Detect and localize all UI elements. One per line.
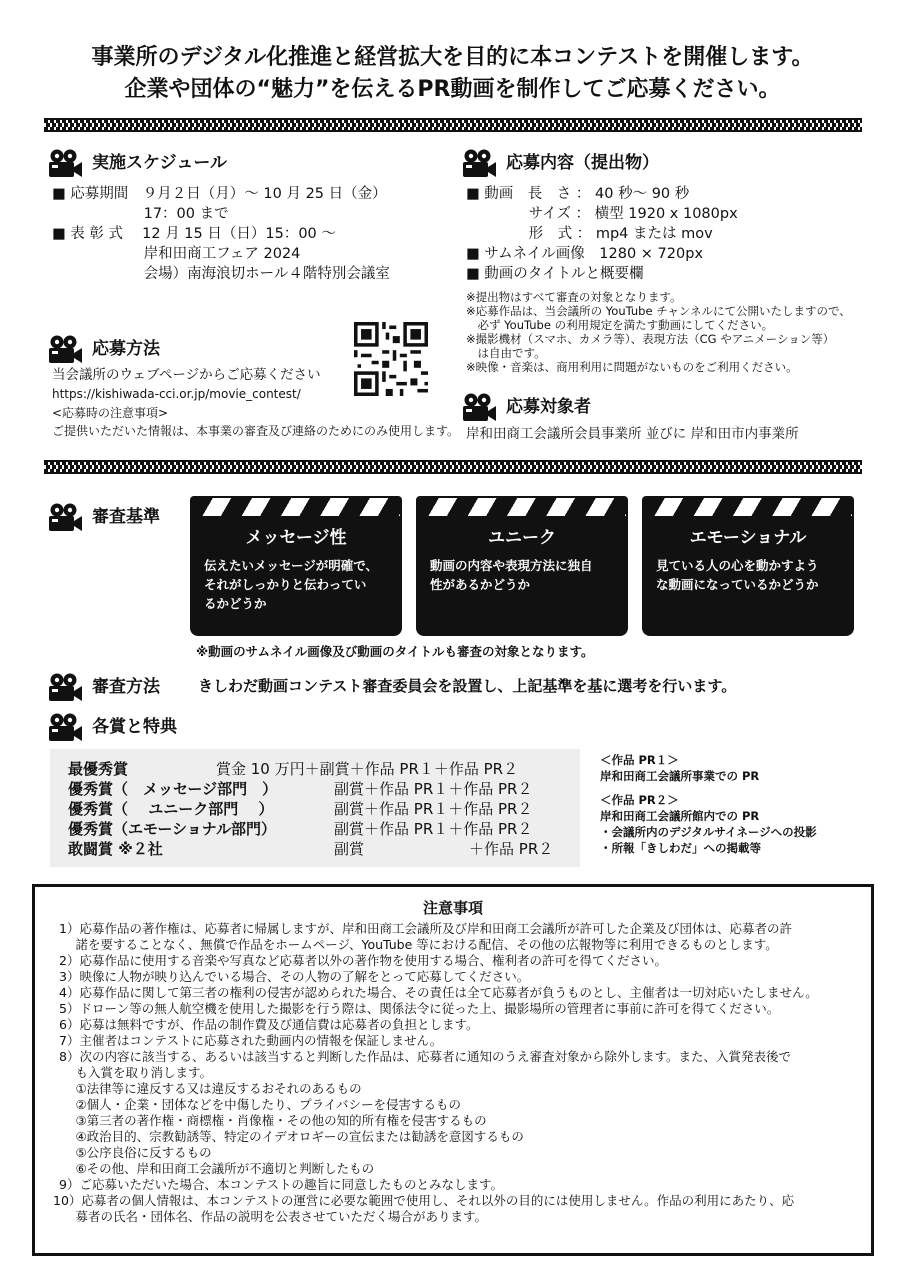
submission-line: ■ 動画 長 さ ： 40 秒～ 90 秒 <box>466 186 690 202</box>
criteria-card-emotional <box>642 496 854 636</box>
clapper-top <box>190 496 402 518</box>
award-side-line: ＜作品 PR２＞ <box>600 793 679 807</box>
criteria-card-title: ユニーク <box>488 528 556 548</box>
clapper-top <box>416 496 628 518</box>
award-side-line: ＜作品 PR１＞ <box>600 753 679 767</box>
submission-section-title <box>462 148 659 178</box>
submission-line: ■ サムネイル画像 1280 × 720px <box>466 246 704 262</box>
award-side-line: ・会議所内のデジタルサイネージへの投影 <box>600 825 817 839</box>
criteria-card-line: 性があるかどうか <box>430 577 531 592</box>
award-prize: 賞金 10 万円＋副賞＋作品 PR１＋作品 PR２ <box>216 760 519 778</box>
middle-divider <box>44 460 862 474</box>
submission-note: は自由です。 <box>466 346 546 360</box>
notice-line: 5）ドローン等の無人航空機を使用した撮影を行う際は、関係法令に従った上、撮影場所の管理者に事前に許可を得てください。 <box>59 1001 780 1016</box>
notice-line: ①法律等に違反する又は違反するおそれのあるもの <box>59 1081 362 1096</box>
headline-line-2: 企業や団体の“魅力”を伝えるPR動画を制作してご応募ください。 <box>124 77 781 102</box>
judging-text: きしわだ動画コンテスト審査委員会を設置し、上記基準を基に選考を行います。 <box>198 677 737 695</box>
submission-line: サイズ ： 横型 1920 x 1080px <box>466 206 738 222</box>
awards-section-title <box>48 712 177 742</box>
award-side-line: 岸和田商工会議所事業での PR <box>600 769 760 783</box>
top-divider <box>44 118 862 132</box>
notice-line: ⑤公序良俗に反するもの <box>59 1145 212 1160</box>
schedule-title: 実施スケジュール <box>92 153 227 173</box>
target-title: 応募対象者 <box>506 397 591 417</box>
target-text: 岸和田商工会議所会員事業所 並びに 岸和田市内事業所 <box>466 426 799 442</box>
schedule-line: ■ 表 彰 式 12 月 15 日（日）15：00 ～ <box>52 226 336 242</box>
criteria-title: 審査基準 <box>92 507 160 527</box>
schedule-lines <box>52 184 390 284</box>
award-prize: 副賞＋作品 PR１＋作品 PR２ <box>334 800 533 818</box>
submission-line: 形 式 ： mp4 または mov <box>466 226 713 242</box>
notice-box <box>32 884 874 1256</box>
award-side-line: 岸和田商工会議所館内での PR <box>600 809 760 823</box>
notice-line: 4）応募作品に関して第三者の権利の侵害が認められた場合、その責任は全て応募者が負うものとし、主催者は一切対応いたしません。 <box>59 985 818 1000</box>
submission-note: ※応募作品は、当会議所の YouTube チャンネルにて公開いたしますので、 <box>466 304 851 318</box>
submission-title: 応募内容（提出物） <box>506 153 659 173</box>
schedule-line: 17：00 まで <box>52 206 229 222</box>
criteria-card-line: 見ている人の心を動かすよう <box>656 558 819 573</box>
movie-camera-icon <box>48 502 82 532</box>
notice-line: ③第三者の著作権・商標権・肖像権・その他の知的所有権を侵害するもの <box>59 1113 487 1128</box>
method-line: <応募時の注意事項> <box>52 406 169 420</box>
criteria-section-title <box>48 502 160 532</box>
notice-line: 10）応募者の個人情報は、本コンテストの運営に必要な範囲で使用し、それ以外の目的には使用しません。作品の利用にあたり、応 <box>53 1193 795 1208</box>
award-name: 最優秀賞 <box>68 760 129 778</box>
criteria-card-unique <box>416 496 628 636</box>
awards-title: 各賞と特典 <box>92 717 177 737</box>
method-section-title <box>48 334 160 364</box>
award-prize: 副賞＋作品 PR１＋作品 PR２ <box>334 820 533 838</box>
clapper-top <box>642 496 854 518</box>
award-prize: 副賞 ＋作品 PR２ <box>334 840 554 858</box>
submission-note: ※撮影機材（スマホ、カメラ等）、表現方法（CG やアニメーション等） <box>466 332 835 346</box>
schedule-line: ■ 応募期間 ９月２日（月）～ 10 月 25 日（金） <box>52 186 387 202</box>
awards-side-notes <box>600 752 817 856</box>
submission-note: ※映像・音楽は、商用利用に問題がないものをご利用ください。 <box>466 360 798 374</box>
headline-line-1: 事業所のデジタル化推進と経営拡大を目的に本コンテストを開催します。 <box>91 45 814 70</box>
notice-line: 9）ご応募いただいた場合、本コンテストの趣旨に同意したものとみなします。 <box>59 1177 503 1192</box>
notice-line: ②個人・企業・団体などを中傷したり、プライバシーを侵害するもの <box>59 1097 462 1112</box>
target-section-title <box>462 392 591 422</box>
method-title: 応募方法 <box>92 339 160 359</box>
movie-camera-icon <box>462 392 496 422</box>
criteria-card-line: 伝えたいメッセージが明確で、 <box>204 558 379 573</box>
method-line: ご提供いただいた情報は、本事業の審査及び連絡のためにのみ使用します。 <box>52 424 460 438</box>
criteria-note: ※動画のサムネイル画像及び動画のタイトルも審査の対象となります。 <box>196 644 594 659</box>
notice-line: 2）応募作品に使用する音楽や写真など応募者以外の著作物を使用する場合、権利者の許可を得てください。 <box>59 953 667 968</box>
award-prize: 副賞＋作品 PR１＋作品 PR２ <box>334 780 533 798</box>
movie-camera-icon <box>48 712 82 742</box>
schedule-line: 会場）南海浪切ホール４階特別会議室 <box>52 266 390 282</box>
award-name: 優秀賞（エモーショナル部門） <box>68 820 277 838</box>
movie-camera-icon <box>48 672 82 702</box>
notice-line: 1）応募作品の著作権は、応募者に帰属しますが、岸和田商工会議所及び岸和田商工会議所が許可した企業及び団体は、応募者の許 <box>59 921 792 936</box>
award-name: 優秀賞（ メッセージ部門 ） <box>68 780 278 798</box>
criteria-card-line: な動画になっているかどうか <box>656 577 819 592</box>
notice-line: ④政治目的、宗教勧誘等、特定のイデオロギーの宣伝または勧誘を意図するもの <box>59 1129 524 1144</box>
method-url-link[interactable]: https://kishiwada-cci.or.jp/movie_contest/ <box>52 387 301 401</box>
criteria-card-line: それがしっかりと伝わってい <box>204 577 367 592</box>
schedule-section-title <box>48 148 227 178</box>
criteria-card-line: るかどうか <box>204 596 267 611</box>
notice-line: 募者の氏名・団体名、作品の説明を公表させていただく場合があります。 <box>59 1209 487 1224</box>
judging-section-title <box>48 672 160 702</box>
judging-title: 審査方法 <box>92 677 160 697</box>
criteria-card-title: メッセージ性 <box>245 528 347 548</box>
movie-camera-icon <box>462 148 496 178</box>
notice-line: 7）主催者はコンテストに応募された動画内の情報を保証しません。 <box>59 1033 443 1048</box>
submission-lines <box>466 184 738 284</box>
submission-notes <box>466 290 851 374</box>
award-name: 優秀賞（ ユニーク部門 ） <box>68 800 274 818</box>
criteria-card-message <box>190 496 402 636</box>
movie-camera-icon <box>48 148 82 178</box>
schedule-line: 岸和田商工フェア 2024 <box>52 246 301 262</box>
notice-title: 注意事項 <box>422 899 483 917</box>
criteria-card-line: 動画の内容や表現方法に独自 <box>430 558 593 573</box>
submission-note: ※提出物はすべて審査の対象となります。 <box>466 290 682 304</box>
award-side-line: ・所報「きしわだ」への掲載等 <box>600 841 761 855</box>
notice-line: も入賞を取り消します。 <box>59 1065 212 1080</box>
notice-line: 3）映像に人物が映り込んでいる場合、その人物の了解をとって応募してください。 <box>59 969 530 984</box>
submission-note: 必ず YouTube の利用規定を満たす動画にしてください。 <box>466 318 774 332</box>
notice-line: 8）次の内容に該当する、あるいは該当すると判断した作品は、応募者に通知のうえ審査対象から除外します。また、入賞発表後で <box>59 1049 791 1064</box>
notice-line: ⑥その他、岸和田商工会議所が不適切と判断したもの <box>59 1161 375 1176</box>
award-name: 敢闘賞 ※２社 <box>68 840 163 858</box>
criteria-card-title: エモーショナル <box>689 528 807 548</box>
method-lines <box>52 366 459 440</box>
submission-line: ■ 動画のタイトルと概要欄 <box>466 266 644 282</box>
method-line: 当会議所のウェブページからご応募ください <box>52 367 321 383</box>
notice-line: 6）応募は無料ですが、作品の制作費及び通信費は応募者の負担とします。 <box>59 1017 479 1032</box>
notice-line: 諾を要することなく、無償で作品をホームページ、YouTube 等における配信、その他の広報物等に利用できるものとします。 <box>59 937 778 952</box>
movie-camera-icon <box>48 334 82 364</box>
awards-table <box>50 749 580 867</box>
